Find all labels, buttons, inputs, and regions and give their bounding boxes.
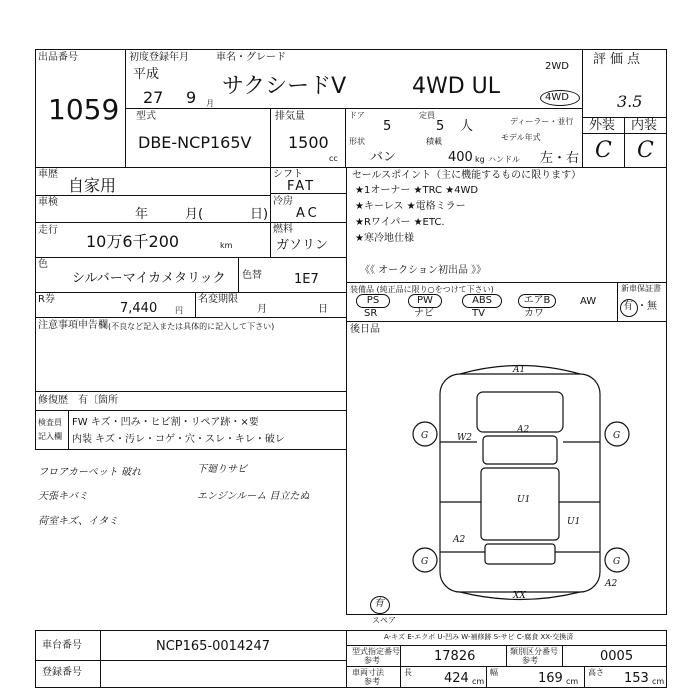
diagram-label: 後日品 (350, 324, 380, 335)
length-unit: cm (472, 677, 485, 686)
sheet-body-frame (35, 167, 347, 411)
color-label: 色 (38, 259, 48, 270)
car-damage-diagram (405, 352, 635, 612)
mark-wheel-fr: G (613, 431, 621, 441)
spare-mark: 有 (374, 598, 384, 609)
expiry-label: 名変期限 (198, 294, 238, 305)
damage-legend: A-キズ E-エクボ U-凹み W-補修跡 S-サビ C-腐食 XX-交換済 (384, 633, 574, 641)
handle-label: ハンドル (488, 155, 520, 164)
color-value: シルバーマイカメタリック (72, 271, 226, 286)
equip-sr: SR (364, 308, 378, 319)
lot-number: 1059 (48, 93, 120, 126)
auction-note: 《《 オークション初出品 》》 (360, 265, 487, 276)
mileage-unit: km (220, 241, 233, 250)
model-label: 型式 (136, 111, 156, 122)
height-value: 153 (624, 671, 649, 686)
warranty-yes: 有 (623, 301, 633, 312)
car-rear-glass (485, 544, 555, 564)
score-int-value: C (637, 138, 654, 163)
inspection-year-unit: 年 (135, 207, 149, 222)
car-name-label: 車名・グレード (216, 52, 286, 63)
designation-label: 型式指定番号 (352, 647, 400, 656)
history-value: 自家用 (68, 176, 117, 195)
dealer-label: ディーラー・並行 (510, 117, 574, 126)
lot-label: 出品番号 (38, 52, 78, 63)
capacity-label: 定員 (419, 111, 435, 120)
marks-row-exterior: FW キズ・凹み・ヒビ割・リペア跡・×要 (72, 417, 259, 428)
hand-note-cargo: 荷室キズ、イタミ (38, 516, 119, 527)
selling-point-line-4: ★寒冷地仕様 (355, 233, 414, 244)
equip-abs: ABS (462, 294, 502, 308)
shift-value: FAT (287, 179, 316, 194)
mark-rear-bumper: XX (513, 591, 526, 601)
model-year-label: モデル年式 (501, 133, 541, 142)
chassis-value: NCP165-0014247 (156, 639, 271, 654)
mileage-label: 走行 (38, 225, 58, 236)
first-reg-label: 初度登録年月 (129, 52, 189, 63)
body-type-value: バン (370, 150, 397, 165)
length-value: 424 (444, 671, 469, 686)
capacity-value: 5 (436, 119, 445, 134)
score-ext-value: C (595, 138, 612, 163)
recycle-unit: 円 (175, 306, 183, 315)
selling-points-label: セールスポイント（主に機能するものに限ります） (352, 170, 582, 181)
mark-front-bumper: A1 (513, 365, 526, 375)
displacement-label: 排気量 (275, 111, 305, 122)
expiry-day-unit: 日 (318, 304, 328, 315)
inspection-day-unit: 日) (250, 207, 269, 222)
score-value: 3.5 (617, 92, 643, 111)
selling-point-line-2: ★キーレス ★電格ミラー (355, 201, 466, 212)
first-reg-year: 27 (143, 88, 164, 107)
recycle-label: R券 (38, 294, 55, 305)
width-value: 169 (538, 671, 563, 686)
length-label: 長 (404, 668, 412, 677)
aircon-label: 冷房 (273, 196, 293, 207)
doors-label: ドア (349, 111, 365, 120)
equip-navi: ナビ (414, 308, 434, 319)
first-reg-month-unit: 月 (206, 99, 214, 108)
repair-value: 有〔箇所 (78, 395, 118, 406)
displacement-value: 1500 (288, 133, 329, 152)
designation-value: 17826 (434, 649, 476, 664)
equip-leather: カワ (524, 308, 544, 319)
mark-wheel-rl: G (421, 557, 429, 567)
car-windshield (483, 436, 557, 464)
size-ref: 参考 (364, 677, 380, 686)
height-label: 高さ (588, 668, 604, 677)
hand-note-under: 下廻りサビ (197, 464, 247, 475)
warranty-no: ・無 (637, 301, 657, 312)
mark-wheel-rr: G (613, 557, 621, 567)
color-code-label: 色替 (242, 270, 262, 281)
score-label: 評価点 (593, 52, 645, 67)
height-unit: cm (652, 677, 665, 686)
mark-hood: A2 (517, 425, 530, 435)
expiry-month-unit: 月 (257, 304, 267, 315)
hand-note-engine: エンジンルーム 目立たぬ (197, 491, 310, 502)
equip-pw: PW (408, 294, 442, 308)
drive-2wd: 2WD (545, 61, 569, 72)
car-grade: 4WD UL (412, 74, 501, 99)
model-value: DBE-NCP165V (138, 133, 252, 152)
notes-label: 注意事項申告欄 (38, 320, 108, 331)
body-type-label: 形状 (349, 137, 365, 146)
mileage-value: 10万6千200 (86, 232, 180, 251)
first-reg-month: 9 (186, 88, 197, 107)
mark-roof: U1 (517, 495, 531, 505)
mark-left-fender: W2 (457, 433, 472, 443)
displacement-unit: cc (329, 154, 338, 163)
mark-left-rear: A2 (453, 535, 466, 545)
car-body-outline (440, 374, 600, 592)
history-label: 車歴 (38, 169, 58, 180)
fuel-value: ガソリン (276, 238, 329, 253)
recycle-value: 7,440 (120, 301, 158, 316)
width-label: 幅 (490, 668, 498, 677)
hand-note-roof: 天張キバミ (38, 491, 88, 502)
hand-note-floor: フロアカーペット 破れ (38, 467, 142, 478)
equip-tv: TV (472, 308, 485, 319)
inspector-label-2: 記入欄 (38, 432, 62, 441)
inspection-month-unit: 月( (185, 207, 204, 222)
load-label: 積載 (426, 137, 442, 146)
mark-right-rear: A2 (605, 579, 618, 589)
inspection-label: 車検 (38, 197, 58, 208)
class-label: 類別区分番号 (510, 647, 558, 656)
doors-value: 5 (383, 119, 392, 134)
selling-point-line-3: ★Rワイパー ★ETC. (355, 217, 445, 228)
equip-aw: AW (580, 296, 597, 307)
color-code-value: 1E7 (294, 272, 319, 287)
repair-label: 修復歴 (38, 395, 68, 406)
chassis-label: 車台番号 (42, 640, 82, 651)
notes-hint: (不良など記入または具体的に記入して下さい) (108, 322, 275, 331)
load-value: 400 (448, 150, 473, 165)
drive-4wd: 4WD (545, 92, 569, 103)
inspector-label-1: 検査員 (38, 418, 62, 427)
equip-ps: PS (356, 294, 390, 308)
score-int-label: 内装 (631, 118, 658, 133)
warranty-label: 新車保証書 (621, 284, 661, 293)
class-ref: 参考 (522, 656, 538, 665)
score-ext-label: 外装 (589, 118, 616, 133)
class-value: 0005 (600, 649, 634, 664)
aircon-value: AC (296, 206, 320, 221)
size-label: 車両寸法 (352, 668, 384, 677)
marks-row-interior: 内装 キズ・汚レ・コゲ・穴・スレ・キレ・破レ (72, 434, 285, 445)
shift-label: シフト (273, 169, 303, 180)
handle-value: 左・右 (540, 151, 580, 166)
car-name: サクシードV (222, 74, 347, 99)
first-reg-era: 平成 (133, 67, 160, 82)
fuel-label: 燃料 (273, 224, 293, 235)
equip-airbag: エアB (518, 294, 556, 308)
load-unit: kg (475, 155, 485, 164)
mark-wheel-fl: G (421, 431, 429, 441)
spare-label: スペア (372, 616, 396, 625)
selling-point-line-1: ★1オーナー ★TRC ★4WD (355, 185, 479, 196)
capacity-unit: 人 (460, 119, 474, 134)
registration-label: 登録番号 (42, 667, 82, 678)
mark-right-door: U1 (567, 517, 581, 527)
equipment-label: 装備品 (純正品に限り○をつけて下さい) (350, 285, 494, 294)
width-unit: cm (566, 677, 579, 686)
designation-ref: 参考 (364, 656, 380, 665)
